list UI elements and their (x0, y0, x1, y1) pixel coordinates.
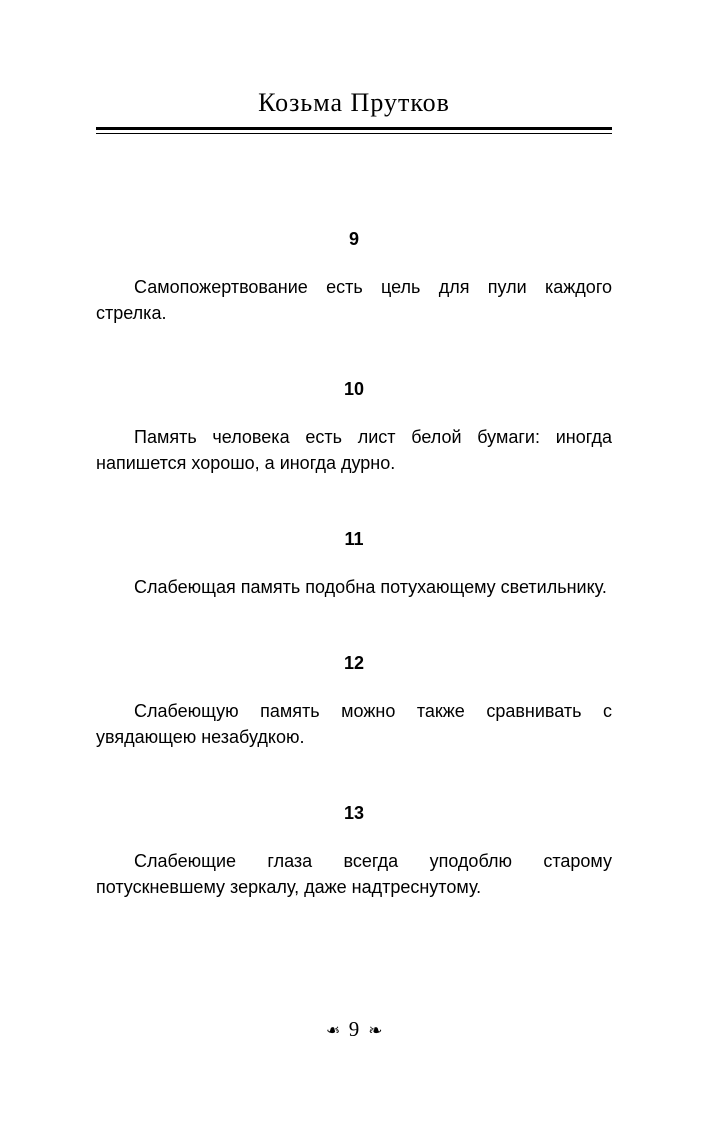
aphorism-text: Слабеющие глаза всегда уподоблю старому потускневшему зеркалу, даже надтреснутому. (96, 851, 612, 897)
page-title: Козьма Прутков (258, 88, 450, 117)
fleuron-right-icon: ❧ (368, 1021, 383, 1040)
aphorism-number: 11 (344, 529, 364, 549)
aphorism-text: Слабеющая память подобна потухающему светильнику. (134, 577, 607, 597)
aphorism-number: 12 (343, 653, 365, 673)
fleuron-left-icon: ❧ (325, 1021, 340, 1040)
page-number: 9 (348, 1017, 360, 1041)
aphorism-text: Слабеющую память можно также сравнивать с увядающею незабудкою. (96, 701, 612, 747)
aphorism (96, 650, 612, 750)
aphorism (96, 526, 612, 600)
aphorism-text: Самопожертвование есть цель для пули каждого стрелка. (96, 277, 612, 323)
page-footer (96, 1017, 612, 1042)
aphorism-number: 10 (343, 379, 365, 399)
aphorisms-list (96, 134, 612, 950)
aphorism (96, 376, 612, 476)
aphorism-text: Память человека есть лист белой бумаги: иногда напишется хорошо, а иногда дурно. (96, 427, 612, 473)
aphorism (96, 800, 612, 900)
aphorism-number: 9 (348, 229, 359, 249)
aphorism-number: 13 (343, 803, 365, 823)
aphorism (96, 226, 612, 326)
running-head (96, 88, 612, 134)
header-rule (96, 127, 612, 134)
